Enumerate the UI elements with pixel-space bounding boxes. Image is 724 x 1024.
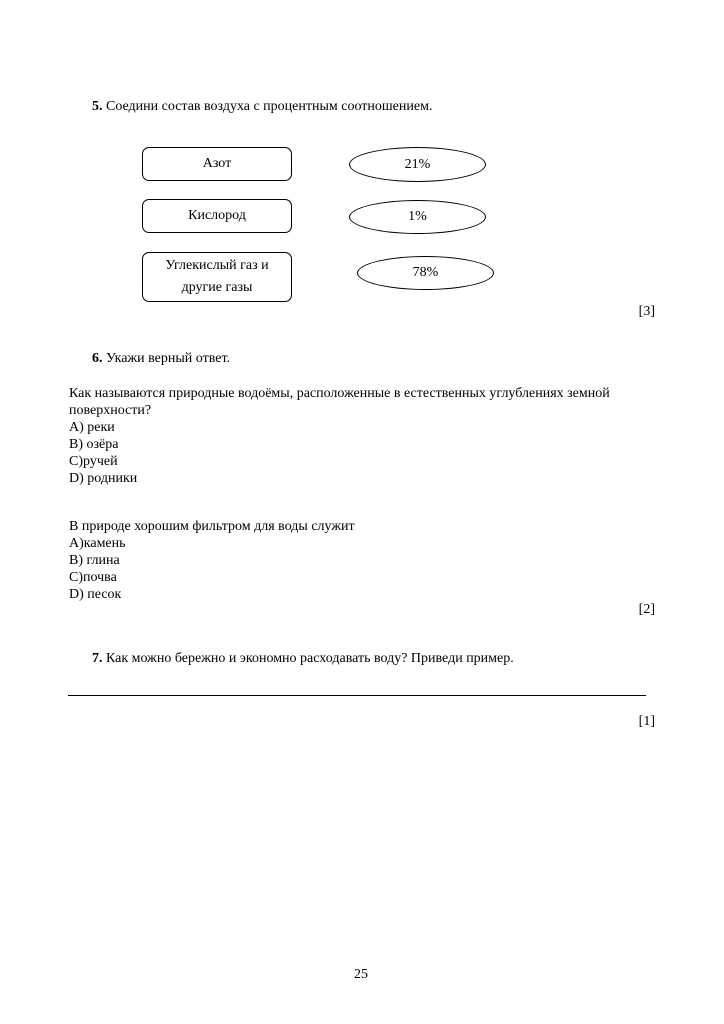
option-b-lakes[interactable]: B) озёра (69, 437, 119, 452)
match-ellipse-78-label: 78% (412, 265, 439, 280)
match-box-co2-label-line2: другие газы (181, 280, 253, 295)
question-7-score: [1] (638, 714, 655, 729)
match-ellipse-1[interactable] (349, 200, 486, 234)
option-c-stream[interactable]: C)ручей (69, 454, 118, 469)
option-b-clay[interactable]: B) глина (69, 553, 120, 568)
question-5-score: [3] (638, 304, 655, 319)
question-6-part2-text: В природе хорошим фильтром для воды служит (69, 519, 355, 534)
option-c-soil[interactable]: C)почва (69, 570, 117, 585)
option-d-springs[interactable]: D) родники (69, 471, 138, 486)
question-5-header (92, 98, 432, 115)
match-box-oxygen-label: Кислород (188, 208, 246, 223)
match-ellipse-78[interactable] (357, 256, 494, 290)
question-5-number: 5. (92, 99, 103, 114)
match-box-nitrogen[interactable] (142, 147, 292, 181)
question-6-number: 6. (92, 351, 103, 366)
match-box-nitrogen-label: Азот (202, 156, 232, 171)
match-ellipse-1-label: 1% (408, 209, 427, 224)
match-box-co2[interactable] (142, 252, 292, 302)
question-6-score: [2] (638, 602, 655, 617)
match-ellipse-21-label: 21% (404, 156, 431, 172)
question-7-text: Как можно бережно и экономно расходавать воду? Приведи пример. (106, 651, 514, 666)
answer-line[interactable] (68, 695, 646, 696)
question-7-number: 7. (92, 651, 103, 666)
question-6-text: Укажи верный ответ. (106, 351, 231, 366)
option-d-sand[interactable]: D) песок (69, 587, 122, 602)
match-box-oxygen[interactable] (142, 199, 292, 233)
option-a-rivers[interactable]: A) реки (69, 420, 115, 435)
match-box-co2-label-line1: Углекислый газ и (165, 258, 269, 273)
question-7-header (92, 650, 514, 667)
match-ellipse-21[interactable] (349, 147, 486, 182)
option-a-stone[interactable]: A)камень (69, 536, 126, 551)
question-6-part1-line1: Как называются природные водоёмы, расположенные в естественных углублениях земной (69, 386, 610, 401)
question-6-part1-line2: поверхности? (69, 403, 152, 418)
page-number: 25 (354, 967, 368, 982)
question-5-text: Соедини состав воздуха с процентным соотношением. (106, 99, 433, 114)
question-6-header (92, 350, 230, 367)
